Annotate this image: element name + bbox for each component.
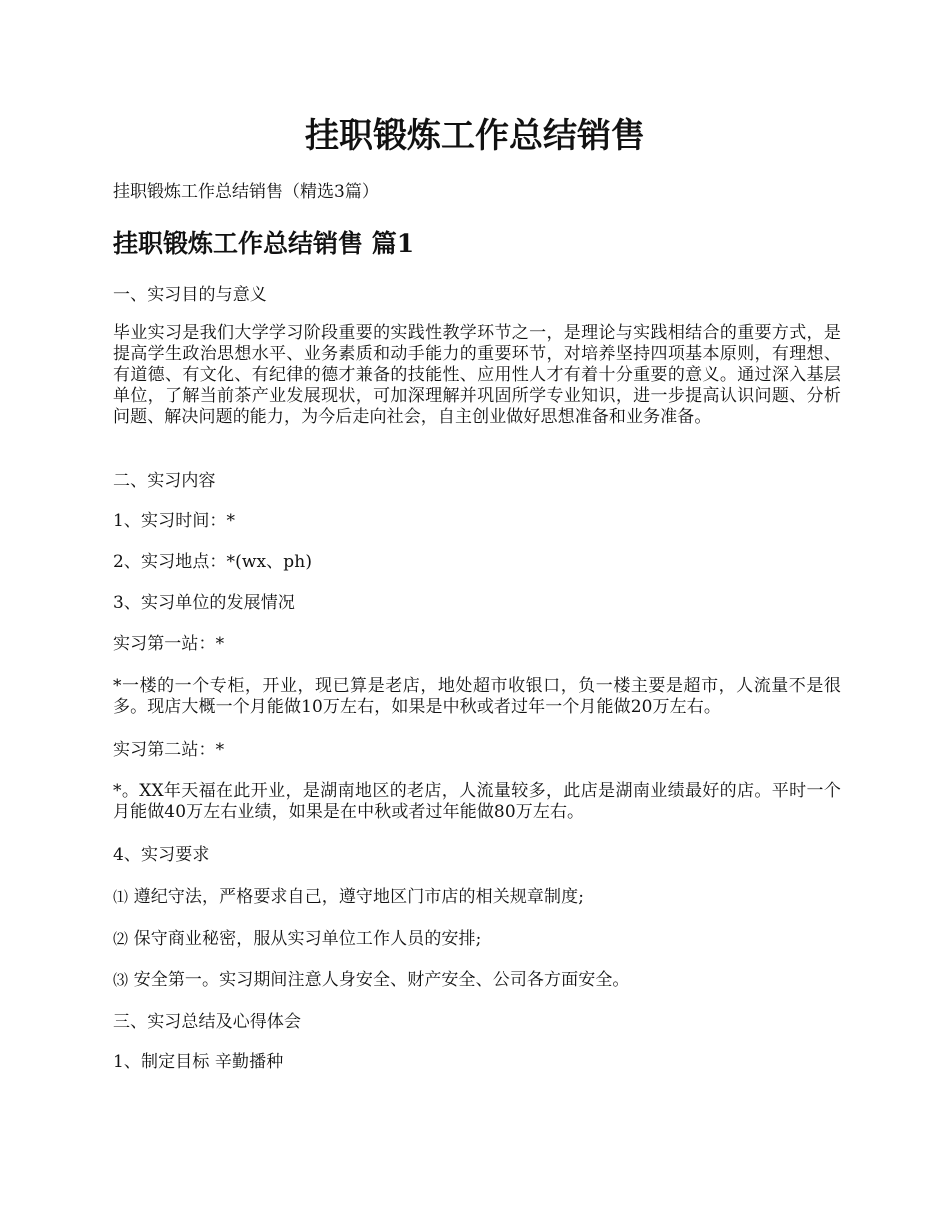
document-title: 挂职锻炼工作总结销售	[305, 116, 645, 156]
item-time: 1、实习时间：*	[113, 511, 236, 531]
requirement-text: 安全第一。实习期间注意人身安全、财产安全、公司各方面安全。	[133, 970, 630, 990]
item-location: 2、实习地点：*(wx、ph)	[113, 552, 313, 572]
heading-requirements: 4、实习要求	[113, 845, 210, 865]
requirement-3	[113, 970, 841, 991]
list-marker: ⑵	[113, 930, 129, 948]
requirement-2	[113, 929, 841, 950]
requirement-1	[113, 887, 841, 908]
item-goal: 1、制定目标 辛勤播种	[113, 1052, 284, 1072]
station-two: 实习第二站：*	[113, 740, 225, 760]
list-marker: ⑴	[113, 888, 129, 906]
station-one: 实习第一站：*	[113, 634, 225, 654]
paragraph-station-one: *一楼的一个专柜，开业，现已算是老店，地处超市收银口，负一楼主要是超市，人流量不是很多。现店大概一个月能做10万左右，如果是中秋或者过年一个月能做20万左右。	[113, 676, 841, 717]
heading-content: 二、实习内容	[113, 471, 216, 491]
paragraph-purpose: 毕业实习是我们大学学习阶段重要的实践性教学环节之一，是理论与实践相结合的重要方式，是提高学生政治思想水平、业务素质和动手能力的重要环节，对培养坚持四项基本原则，有理想、有道德、有文化、有纪律的德才兼备的技能性、应用性人才有着十分重要的意义。通过深入基层单位，了解当前茶产业发展现状，可加深理解并巩固所学专业知识，进一步提高认识问题、分析问题、解决问题的能力，为今后走向社会，自主创业做好思想准备和业务准备。	[113, 323, 841, 427]
requirement-text: 保守商业秘密，服从实习单位工作人员的安排;	[133, 929, 482, 949]
paragraph-station-two: *。XX年天福在此开业，是湖南地区的老店，人流量较多，此店是湖南业绩最好的店。平时一个月能做40万左右业绩，如果是在中秋或者过年能做80万左右。	[113, 781, 841, 822]
section-heading: 挂职锻炼工作总结销售 篇1	[113, 229, 415, 258]
list-marker: ⑶	[113, 971, 129, 989]
heading-summary: 三、实习总结及心得体会	[113, 1012, 302, 1032]
item-unit: 3、实习单位的发展情况	[113, 593, 295, 613]
requirement-text: 遵纪守法，严格要求自己，遵守地区门市店的相关规章制度;	[133, 887, 585, 907]
heading-purpose: 一、实习目的与意义	[113, 285, 267, 305]
document-subtitle: 挂职锻炼工作总结销售（精选3篇）	[113, 182, 379, 202]
